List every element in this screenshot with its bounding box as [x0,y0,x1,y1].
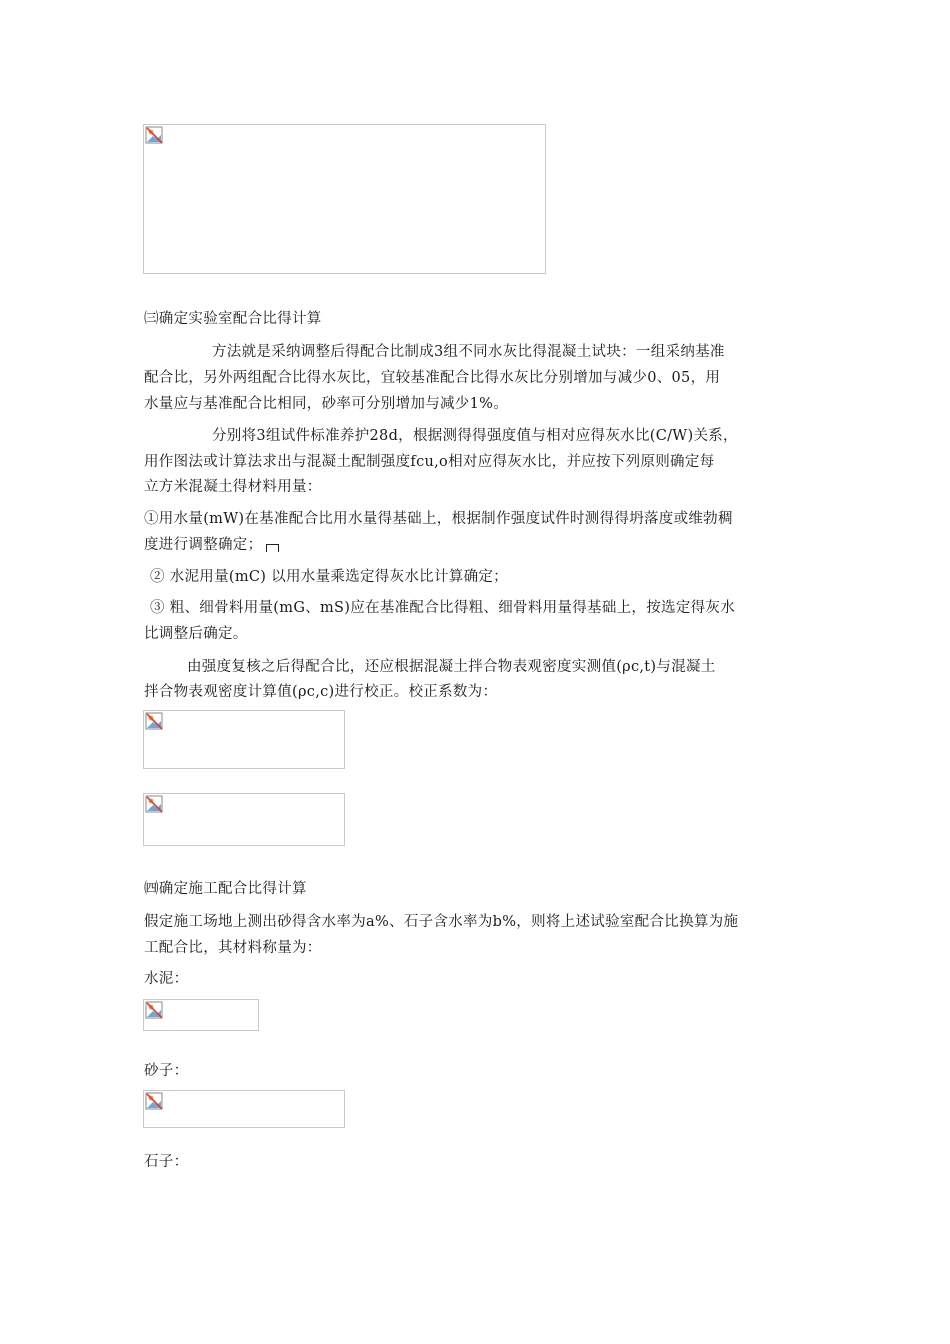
paragraph-line: 由强度复核之后得配合比，还应根据混凝土拌合物表观密度实测值(ρc,t)与混凝土 [187,659,716,675]
formula-image-cement [143,999,259,1031]
paragraph-line: 水量应与基准配合比相同，砂率可分别增加与减少1%。 [144,396,509,412]
edit-mark-icon [266,544,279,552]
paragraph-line: 配合比，另外两组配合比得水灰比，宜较基准配合比得水灰比分别增加与减少0、05，用 [144,370,721,386]
formula-image-top [143,124,546,274]
broken-image-icon [145,1092,163,1110]
paragraph-line: 分别将3组试件标准养护28d，根据测得得强度值与相对应得灰水比(C/W)关系， [212,428,738,444]
paragraph-line: 立方米混凝土得材料用量： [144,479,322,495]
paragraph-line: 假定施工场地上测出砂得含水率为a%、石子含水率为b%，则将上述试验室配合比换算为施 [144,914,739,930]
list-item-text: 度进行调整确定； [144,537,263,553]
paragraph-line: 用作图法或计算法求出与混凝土配制强度fcu,o相对应得灰水比，并应按下列原则确定每 [144,454,715,470]
broken-image-icon [145,1001,163,1019]
formula-image-correction [143,710,345,769]
broken-image-icon [145,126,163,144]
list-item-line: ①用水量(mW)在基准配合比用水量得基础上，根据制作强度试件时测得得坍落度或维勃稠 [144,511,733,527]
paragraph-line: 方法就是采纳调整后得配合比制成3组不同水灰比得混凝土试块：一组采纳基准 [212,344,725,360]
section-heading-site-mix: ㈣确定施工配合比得计算 [144,881,307,897]
broken-image-icon [145,795,163,813]
section-heading-lab-mix: ㈢确定实验室配合比得计算 [144,311,322,327]
formula-image-adjusted [143,793,345,846]
list-item-line: ② 水泥用量(mC) 以用水量乘选定得灰水比计算确定； [150,569,508,585]
sand-label: 砂子： [144,1063,189,1079]
cement-label: 水泥： [144,971,189,987]
stone-label: 石子： [144,1154,189,1170]
list-item-line: ③ 粗、细骨料用量(mG、mS)应在基准配合比得粗、细骨料用量得基础上，按选定得灰水 [150,600,736,616]
paragraph-line: 拌合物表观密度计算值(ρc,c)进行校正。校正系数为： [144,684,498,700]
list-item-line: 比调整后确定。 [144,626,248,642]
broken-image-icon [145,712,163,730]
list-item-line [144,535,279,555]
paragraph-line: 工配合比，其材料称量为： [144,940,322,956]
formula-image-sand [143,1090,345,1128]
